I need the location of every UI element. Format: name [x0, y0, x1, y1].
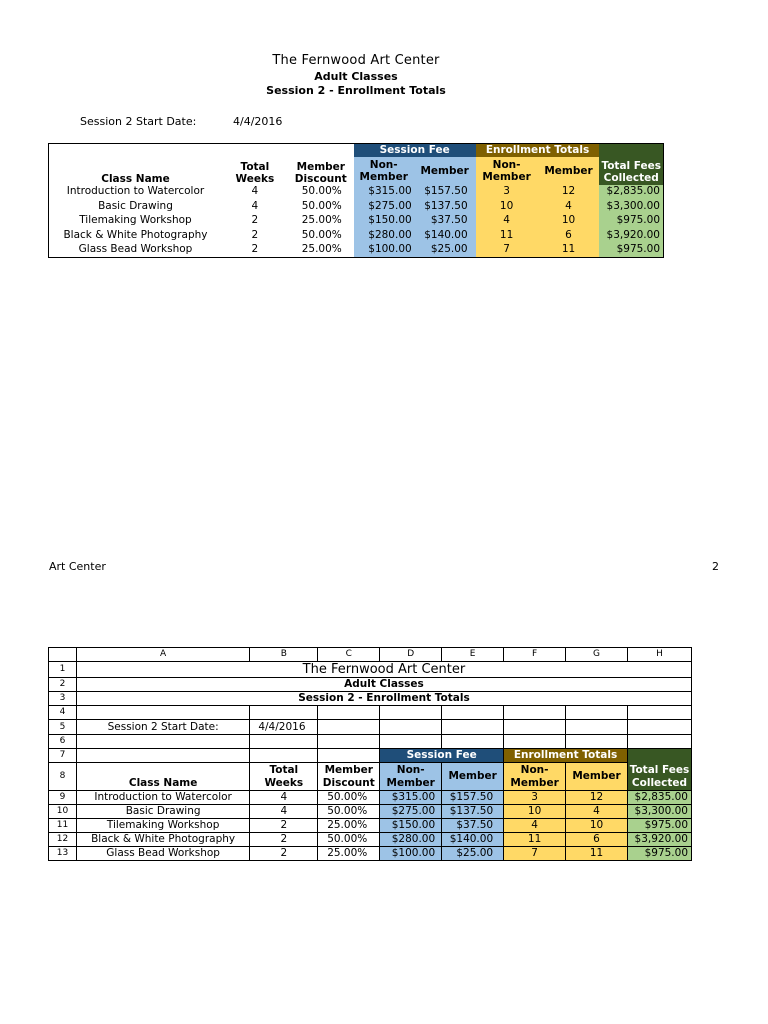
- page-subtitle-2: Session 2 - Enrollment Totals: [266, 84, 446, 97]
- enroll-member-header: Member: [538, 157, 600, 185]
- member-discount-cell: 25.00%: [301, 243, 342, 256]
- fee-member-cell: $137.50: [414, 199, 476, 214]
- member-discount-cell: 50.00%: [301, 228, 342, 241]
- row-number: 11: [49, 819, 77, 833]
- sheet-title[interactable]: The Fernwood Art Center: [76, 662, 691, 678]
- enroll-non-member-cell[interactable]: 4: [504, 819, 566, 833]
- cell[interactable]: [442, 706, 504, 720]
- total-weeks-cell[interactable]: 2: [250, 847, 318, 861]
- total-weeks-cell: 2: [251, 228, 259, 241]
- enroll-member-cell[interactable]: 6: [566, 833, 628, 847]
- class-name-cell: Black & White Photography: [63, 228, 208, 241]
- enroll-member-cell[interactable]: 11: [566, 847, 628, 861]
- enroll-non-member-header: Non-Member: [476, 157, 538, 185]
- class-name-cell[interactable]: Basic Drawing: [76, 805, 249, 819]
- fee-member-cell[interactable]: $137.50: [442, 805, 504, 819]
- class-name-cell[interactable]: Tilemaking Workshop: [76, 819, 249, 833]
- class-name-cell: Glass Bead Workshop: [78, 243, 193, 256]
- cell[interactable]: [250, 749, 318, 763]
- sheet-enroll-member-header[interactable]: Member: [566, 763, 628, 791]
- sheet-subtitle[interactable]: Adult Classes: [76, 678, 691, 692]
- cell[interactable]: [566, 735, 628, 749]
- enroll-member-cell: 11: [538, 243, 600, 258]
- fee-non-member-cell: $275.00: [354, 199, 414, 214]
- fee-non-member-cell[interactable]: $275.00: [380, 805, 442, 819]
- column-header[interactable]: C: [318, 648, 380, 662]
- total-weeks-cell: 2: [251, 243, 259, 256]
- total-weeks-cell[interactable]: 4: [250, 791, 318, 805]
- total-fees-cell: $2,835.00: [599, 185, 663, 200]
- cell[interactable]: [380, 735, 442, 749]
- table-row: [49, 185, 664, 200]
- cell[interactable]: [76, 749, 249, 763]
- enroll-member-cell: 4: [538, 199, 600, 214]
- cell[interactable]: [380, 720, 442, 735]
- fee-member-header: Member: [414, 157, 476, 185]
- cell[interactable]: [627, 735, 691, 749]
- class-name-cell[interactable]: Glass Bead Workshop: [76, 847, 249, 861]
- fee-non-member-header: Non-Member: [354, 157, 414, 185]
- column-header[interactable]: D: [380, 648, 442, 662]
- cell[interactable]: [566, 706, 628, 720]
- enroll-non-member-cell: 10: [476, 199, 538, 214]
- total-fees-cell[interactable]: $3,300.00: [627, 805, 691, 819]
- fee-non-member-cell: $315.00: [354, 185, 414, 200]
- enroll-member-cell[interactable]: 12: [566, 791, 628, 805]
- corner-cell: [49, 648, 77, 662]
- total-fees-cell: $975.00: [599, 214, 663, 229]
- footer-page-number: 2: [712, 560, 719, 573]
- enroll-member-cell: 10: [538, 214, 600, 229]
- sheet-session-fee-header[interactable]: Session Fee: [380, 749, 504, 763]
- row-number: 3: [49, 692, 77, 706]
- enroll-non-member-cell: 4: [476, 214, 538, 229]
- member-discount-cell[interactable]: 25.00%: [318, 819, 380, 833]
- fee-non-member-cell[interactable]: $280.00: [380, 833, 442, 847]
- fee-member-cell[interactable]: $140.00: [442, 833, 504, 847]
- fee-non-member-cell[interactable]: $150.00: [380, 819, 442, 833]
- table-row: [49, 243, 664, 258]
- sheet-fee-non-member-header[interactable]: Non-Member: [380, 763, 442, 791]
- footer-left: Art Center: [49, 560, 106, 573]
- total-weeks-header: Total Weeks: [235, 160, 275, 185]
- sheet-enroll-non-member-header[interactable]: Non-Member: [504, 763, 566, 791]
- row-number: 6: [49, 735, 77, 749]
- enroll-non-member-cell: 11: [476, 228, 538, 243]
- row-number: 7: [49, 749, 77, 763]
- enroll-member-cell[interactable]: 4: [566, 805, 628, 819]
- total-weeks-cell: 2: [251, 214, 259, 227]
- row-number: 13: [49, 847, 77, 861]
- fee-non-member-cell[interactable]: $315.00: [380, 791, 442, 805]
- enroll-member-cell: 12: [538, 185, 600, 200]
- sheet-start-label[interactable]: Session 2 Start Date:: [76, 720, 249, 735]
- sheet-enrollment-header[interactable]: Enrollment Totals: [504, 749, 628, 763]
- column-header[interactable]: H: [627, 648, 691, 662]
- grid-row: [49, 805, 692, 819]
- row-number: 4: [49, 706, 77, 720]
- total-weeks-cell[interactable]: 2: [250, 819, 318, 833]
- start-date-value: 4/4/2016: [233, 115, 283, 128]
- enroll-non-member-cell: 7: [476, 243, 538, 258]
- fee-non-member-cell[interactable]: $100.00: [380, 847, 442, 861]
- sheet-class-name-header[interactable]: Class Name: [76, 763, 249, 791]
- class-name-cell: Tilemaking Workshop: [79, 214, 192, 227]
- table-row: [49, 214, 664, 229]
- column-header[interactable]: G: [566, 648, 628, 662]
- total-fees-cell[interactable]: $2,835.00: [627, 791, 691, 805]
- total-weeks-cell: 4: [251, 185, 259, 198]
- sheet-total-fees-header[interactable]: Total Fees Collected: [627, 749, 691, 791]
- total-fees-cell[interactable]: $975.00: [627, 819, 691, 833]
- column-header[interactable]: F: [504, 648, 566, 662]
- member-discount-cell: 50.00%: [301, 185, 342, 198]
- session-fee-header: Session Fee: [354, 144, 476, 157]
- fee-non-member-cell: $100.00: [354, 243, 414, 258]
- member-discount-cell[interactable]: 50.00%: [318, 833, 380, 847]
- total-weeks-cell: 4: [251, 199, 259, 212]
- class-name-cell[interactable]: Introduction to Watercolor: [76, 791, 249, 805]
- column-header[interactable]: A: [76, 648, 249, 662]
- member-discount-cell[interactable]: 50.00%: [318, 805, 380, 819]
- cell[interactable]: [250, 735, 318, 749]
- member-discount-cell: 25.00%: [301, 214, 342, 227]
- cell[interactable]: [318, 720, 380, 735]
- total-fees-header: Total Fees Collected: [599, 144, 663, 185]
- column-header[interactable]: B: [250, 648, 318, 662]
- table-row: [49, 228, 664, 243]
- enroll-non-member-cell[interactable]: 3: [504, 791, 566, 805]
- row-number: 12: [49, 833, 77, 847]
- sheet-subtitle-2[interactable]: Session 2 - Enrollment Totals: [76, 692, 691, 706]
- cell[interactable]: [442, 735, 504, 749]
- fee-member-cell: $157.50: [414, 185, 476, 200]
- total-fees-cell: $975.00: [599, 243, 663, 258]
- column-header[interactable]: E: [442, 648, 504, 662]
- fee-member-cell: $25.00: [414, 243, 476, 258]
- cell[interactable]: [76, 706, 249, 720]
- total-fees-cell: $3,300.00: [599, 199, 663, 214]
- fee-member-cell[interactable]: $25.00: [442, 847, 504, 861]
- total-fees-cell[interactable]: $3,920.00: [627, 833, 691, 847]
- fee-member-cell[interactable]: $37.50: [442, 819, 504, 833]
- class-name-cell[interactable]: Black & White Photography: [76, 833, 249, 847]
- enroll-non-member-cell[interactable]: 7: [504, 847, 566, 861]
- grid-row: [49, 847, 692, 861]
- row-number: 5: [49, 720, 77, 735]
- fee-member-cell: $37.50: [414, 214, 476, 229]
- enroll-non-member-cell: 3: [476, 185, 538, 200]
- cell[interactable]: [627, 706, 691, 720]
- total-weeks-cell[interactable]: 4: [250, 805, 318, 819]
- fee-member-cell[interactable]: $157.50: [442, 791, 504, 805]
- sheet-fee-member-header[interactable]: Member: [442, 763, 504, 791]
- summary-table: [48, 143, 664, 258]
- row-number: 2: [49, 678, 77, 692]
- enroll-non-member-cell[interactable]: 10: [504, 805, 566, 819]
- enrollment-totals-header: Enrollment Totals: [476, 144, 600, 157]
- grid-row: [49, 791, 692, 805]
- cell[interactable]: [318, 749, 380, 763]
- cell[interactable]: [250, 706, 318, 720]
- row-number: 8: [49, 763, 77, 791]
- fee-non-member-cell: $280.00: [354, 228, 414, 243]
- member-discount-cell[interactable]: 50.00%: [318, 791, 380, 805]
- sheet-start-value[interactable]: 4/4/2016: [250, 720, 318, 735]
- class-name-cell: Basic Drawing: [98, 199, 173, 212]
- cell[interactable]: [76, 735, 249, 749]
- cell[interactable]: [566, 720, 628, 735]
- class-name-cell: Introduction to Watercolor: [66, 185, 205, 198]
- row-number: 1: [49, 662, 77, 678]
- cell[interactable]: [380, 706, 442, 720]
- class-name-header: Class Name: [101, 172, 170, 185]
- total-weeks-cell[interactable]: 2: [250, 833, 318, 847]
- spreadsheet-grid: [48, 647, 692, 861]
- total-fees-cell: $3,920.00: [599, 228, 663, 243]
- start-date-label: Session 2 Start Date:: [80, 115, 197, 128]
- member-discount-cell: 50.00%: [301, 199, 342, 212]
- cell[interactable]: [504, 735, 566, 749]
- fee-non-member-cell: $150.00: [354, 214, 414, 229]
- cell[interactable]: [318, 706, 380, 720]
- cell[interactable]: [504, 720, 566, 735]
- grid-row: [49, 833, 692, 847]
- cell[interactable]: [627, 720, 691, 735]
- cell[interactable]: [318, 735, 380, 749]
- total-fees-cell[interactable]: $975.00: [627, 847, 691, 861]
- enroll-member-cell: 6: [538, 228, 600, 243]
- grid-row: [49, 819, 692, 833]
- member-discount-header: Member Discount: [294, 160, 347, 185]
- page-title: The Fernwood Art Center: [272, 53, 440, 68]
- cell[interactable]: [442, 720, 504, 735]
- enroll-non-member-cell[interactable]: 11: [504, 833, 566, 847]
- row-number: 10: [49, 805, 77, 819]
- fee-member-cell: $140.00: [414, 228, 476, 243]
- enroll-member-cell[interactable]: 10: [566, 819, 628, 833]
- sheet-member-discount-header[interactable]: Member Discount: [318, 763, 380, 791]
- sheet-total-weeks-header[interactable]: Total Weeks: [250, 763, 318, 791]
- row-number: 9: [49, 791, 77, 805]
- page-subtitle: Adult Classes: [314, 70, 398, 83]
- table-row: [49, 199, 664, 214]
- cell[interactable]: [504, 706, 566, 720]
- member-discount-cell[interactable]: 25.00%: [318, 847, 380, 861]
